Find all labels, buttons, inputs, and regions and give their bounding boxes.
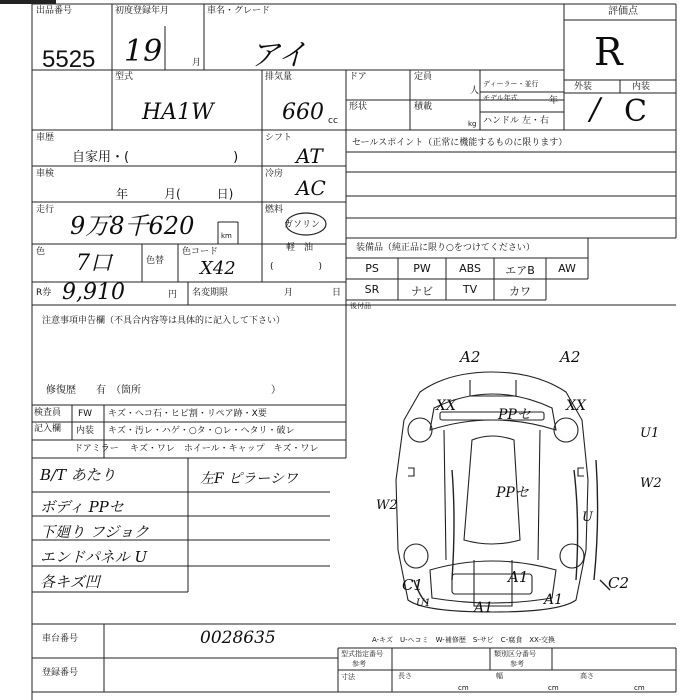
- inspector-row-interior-head: 内装: [76, 426, 95, 436]
- type-cert-ref: 参考: [352, 660, 366, 668]
- first-registration-label: 初度登録年月: [115, 6, 170, 16]
- width-label: 幅: [496, 672, 503, 680]
- aftermarket-label: 後付品: [350, 302, 371, 310]
- car-name: アイ: [250, 38, 308, 73]
- model-label: 型式: [115, 72, 134, 82]
- class-ref: 参考: [510, 660, 524, 668]
- ac-value: AC: [296, 176, 326, 200]
- sales-points-label: セールスポイント（正常に機能するものに限ります）: [352, 138, 568, 148]
- inspector-label-1: 検査員: [34, 408, 62, 418]
- class-label: 類別区分番号: [494, 650, 536, 658]
- note-2: ボディ PPセ: [40, 498, 124, 516]
- mark-xx-left: XX: [436, 398, 456, 414]
- mark-c1: C1: [402, 576, 424, 594]
- mark-w2-left: W2: [376, 498, 398, 513]
- mark-u1-right: U1: [640, 426, 660, 441]
- name-change-day-unit: 日: [332, 288, 342, 298]
- registration-label: 登録番号: [42, 668, 79, 678]
- equipment-title: 装備品（純正品に限り○をつけてください）: [356, 243, 535, 253]
- equip-abs: ABS: [459, 262, 481, 275]
- recycle-value: 9,910: [62, 280, 125, 305]
- grade-label: 評価点: [608, 6, 638, 17]
- equip-pw: PW: [413, 262, 431, 275]
- mark-xx-right: XX: [566, 398, 586, 414]
- inspector-row-mirror-head: ドアミラー: [74, 444, 119, 454]
- name-change-month-unit: 月: [284, 288, 294, 298]
- load-label: 積載: [414, 102, 433, 112]
- displacement-label: 排気量: [265, 72, 293, 82]
- chassis-number: 0028635: [200, 628, 276, 648]
- year-unit: 年: [549, 96, 559, 106]
- displacement-value: 660: [282, 100, 324, 125]
- equip-airbag: エアB: [505, 264, 535, 277]
- exterior-value: /: [590, 92, 601, 127]
- name-change-label: 名変期限: [192, 288, 229, 298]
- mark-a2-left: A2: [460, 348, 481, 366]
- cc-unit: cc: [328, 116, 338, 126]
- grade-value: R: [594, 30, 623, 74]
- month-unit: 月: [192, 58, 202, 68]
- note-1: B/T あたり: [40, 466, 116, 484]
- kg-unit: kg: [468, 120, 477, 128]
- mark-pp-roof: PPセ: [498, 407, 531, 423]
- equip-leather: カワ: [509, 285, 531, 298]
- mileage-label: 走行: [36, 205, 55, 215]
- inspector-row-mirror: キズ・ワレ ホイール・キャップ キズ・ワレ: [130, 444, 319, 454]
- history-value: 自家用・( ): [72, 150, 239, 165]
- inspection-label: 車検: [36, 169, 55, 179]
- fuel-label: 燃料: [265, 205, 284, 215]
- repair-history-label: 修復歴 有 （箇所 ）: [46, 385, 281, 396]
- height-label: 高さ: [580, 672, 594, 680]
- interior-value: C: [624, 94, 647, 129]
- shift-label: シフト: [265, 133, 293, 143]
- car-name-grade-label: 車名・グレード: [207, 6, 271, 16]
- color-code-label: 色コード: [182, 247, 219, 257]
- equip-aw: AW: [558, 262, 576, 275]
- mileage-value: 9万8千620: [70, 212, 195, 240]
- inspection-value: 年 月( 日): [116, 187, 234, 201]
- color-label: 色: [36, 247, 46, 257]
- equip-ps: PS: [365, 262, 379, 275]
- inspector-label-2: 記入欄: [34, 424, 62, 434]
- mark-c2: C2: [608, 574, 630, 592]
- length-cm: cm: [458, 684, 469, 692]
- lot-number-label: 出品番号: [36, 6, 73, 16]
- lot-number: 5525: [42, 46, 96, 73]
- type-cert-label: 型式指定番号: [341, 650, 383, 658]
- model-code: HA1W: [142, 100, 214, 125]
- shape-label: 形状: [349, 102, 368, 112]
- door-label: ドア: [349, 72, 367, 82]
- inspector-row-fw: キズ・ヘコ石・ヒビ割・リペア跡・X要: [108, 409, 267, 419]
- note-te: 左F ピラーシワ: [200, 471, 298, 487]
- model-year-label: モデル年式: [483, 94, 518, 102]
- note-4: エンドパネル U: [40, 548, 148, 566]
- interior-label: 内装: [632, 82, 651, 92]
- color-value: 7口: [76, 251, 112, 276]
- mark-a1-corner: A1: [544, 592, 564, 608]
- exterior-label: 外装: [574, 82, 593, 92]
- mark-u-side: U: [582, 510, 593, 525]
- length-label: 長さ: [398, 672, 412, 680]
- dealer-label: ディーラー・並行: [483, 80, 539, 88]
- person-unit: 人: [470, 86, 480, 96]
- damage-legend: A-キズ U-ヘコミ W-補修歴 S-サビ C-腐食 XX-交換: [372, 636, 555, 644]
- color-change-label: 色替: [146, 256, 165, 266]
- shift-value: AT: [296, 144, 323, 168]
- notes-title: 注意事項申告欄（不具合内容等は具体的に記入して下さい）: [42, 316, 286, 326]
- ac-label: 冷房: [265, 169, 284, 179]
- fuel-diesel: 軽 油: [286, 243, 314, 253]
- mark-a1-bumper: A1: [474, 600, 494, 616]
- chassis-label: 車台番号: [42, 634, 79, 644]
- yen-unit: 円: [168, 290, 178, 300]
- history-label: 車歴: [36, 133, 55, 143]
- note-5: 各キズ凹: [40, 573, 100, 591]
- equip-navi: ナビ: [411, 285, 433, 298]
- note-3: 下廻り フジョク: [40, 523, 149, 541]
- recycle-label: R券: [36, 288, 52, 298]
- equip-tv: TV: [462, 283, 478, 296]
- first-registration-year: 19: [124, 34, 163, 69]
- height-cm: cm: [634, 684, 645, 692]
- mark-w2-right: W2: [640, 476, 662, 491]
- mark-pp-trunk: PPセ: [496, 485, 529, 501]
- equip-sr: SR: [364, 283, 380, 296]
- fuel-gasoline: ガソリン: [284, 220, 321, 230]
- color-code-value: X42: [200, 258, 236, 279]
- size-label: 寸法: [341, 673, 355, 681]
- mark-a1-rear: A1: [508, 568, 529, 586]
- inspector-row-fw-head: FW: [78, 409, 93, 419]
- mark-a2-right: A2: [560, 348, 581, 366]
- width-cm: cm: [548, 684, 559, 692]
- km-unit: km: [221, 232, 232, 240]
- fuel-other: ( ): [270, 262, 323, 272]
- mark-u1-rear: U1: [416, 598, 431, 609]
- handle-label: ハンドル 左・右: [483, 116, 549, 126]
- capacity-label: 定員: [414, 72, 433, 82]
- inspector-row-interior: キズ・汚レ・ハゲ・○タ・○レ・ヘタリ・破レ: [108, 426, 295, 436]
